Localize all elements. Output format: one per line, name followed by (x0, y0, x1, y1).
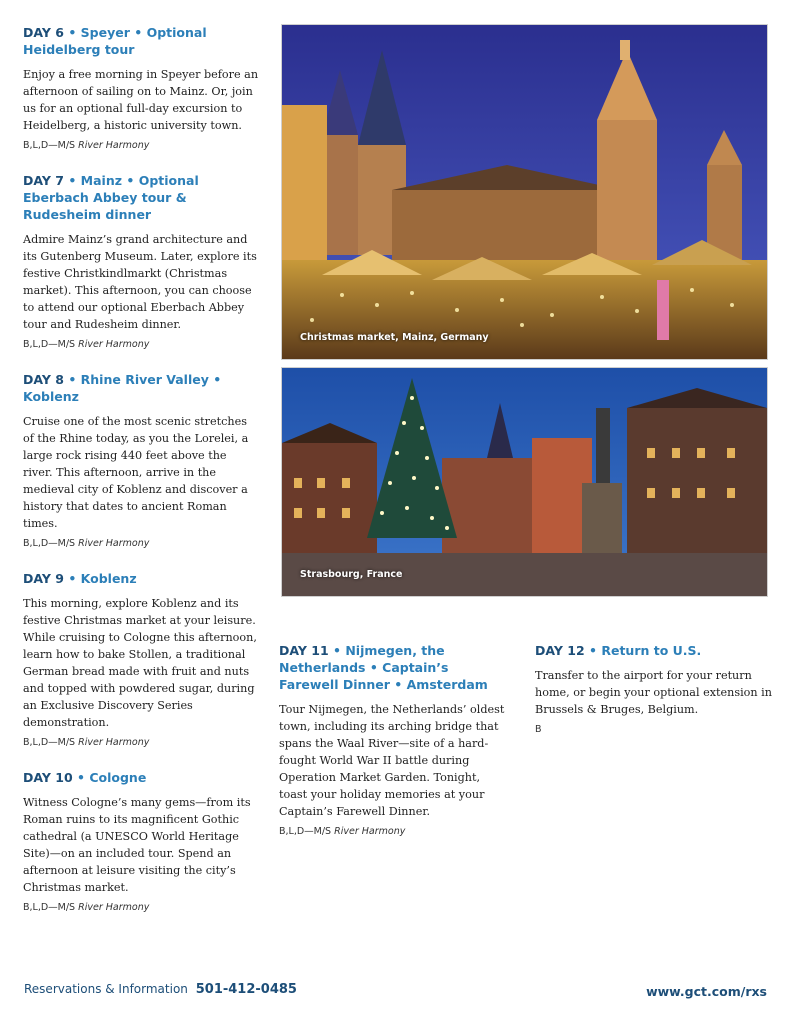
meals-code: B,L,D—M/S (279, 826, 335, 837)
day-description: Transfer to the airport for your return home, or begin your optional extension in Brussels & Bruges, Belgium. (535, 669, 772, 716)
day-12-section (535, 642, 775, 736)
ship-name: River Harmony (78, 339, 150, 350)
meals-code: B,L,D—M/S (23, 538, 79, 549)
ship-name: River Harmony (78, 538, 150, 549)
day-number: DAY 10 (23, 770, 73, 785)
day-heading (23, 769, 259, 786)
itinerary-left-column (23, 24, 259, 934)
day-description: Tour Nijmegen, the Netherlands’ oldest town, including its arching bridge that spans the Waal River—site of a hard-fought World War II battle during Operation Market Garden. Tonight, toast your holiday memories at your Captain’s Farewell Dinner. (279, 703, 505, 818)
photo-strasbourg (281, 367, 768, 597)
day-9-section (23, 570, 259, 749)
day-title: • Nijmegen, the Netherlands • Captain’s Farewell Dinner • Amsterdam (279, 643, 488, 692)
mainz-cathedral-illustration (282, 25, 767, 359)
meals-line (23, 338, 259, 351)
strasbourg-square-illustration (282, 368, 767, 596)
ship-name: River Harmony (334, 826, 406, 837)
day-heading (23, 570, 259, 587)
day-title: • Cologne (72, 770, 147, 785)
meals-code: B,L,D—M/S (23, 339, 79, 350)
meals-line (23, 736, 259, 749)
day-description: This morning, explore Koblenz and its festive Christmas market at your leisure. While cruising to Cologne this afternoon, learn how to bake Stollen, a traditional German bread made with fruit and nuts and topped with powdered sugar, during an Exclusive Discovery Series demonstration. (23, 597, 257, 729)
day-description: Cruise one of the most scenic stretches of the Rhine today, as you the Lorelei, a large rock rising 440 feet above the river. This afternoon, arrive in the medieval city of Koblenz and discover a history that dates to ancient Roman times. (23, 415, 249, 530)
day-title: • Speyer • Optional Heidelberg tour (23, 25, 207, 57)
day-11-section (279, 642, 509, 838)
day-6-section (23, 24, 259, 152)
reservations-info (24, 982, 297, 997)
day-number: DAY 8 (23, 372, 64, 387)
day-description: Enjoy a free morning in Speyer before an afternoon of sailing on to Mainz. Or, join us for an optional full-day excursion to Heidelberg, a historic university town. (23, 68, 259, 132)
day-description: Witness Cologne’s many gems—from its Roman ruins to its magnificent Gothic cathedral (a UNESCO World Heritage Site)—on an included tour. Spend an afternoon at leisure visiting the city’s Christmas market. (23, 796, 251, 894)
day-7-section (23, 172, 259, 351)
phone-number[interactable]: 501-412-0485 (195, 982, 297, 997)
photo-mainz-christmas-market (281, 24, 768, 360)
day-number: DAY 7 (23, 173, 64, 188)
meals-line (23, 139, 259, 152)
photo-caption: Christmas market, Mainz, Germany (300, 332, 489, 343)
day-description: Admire Mainz’s grand architecture and its Gutenberg Museum. Later, explore its festive Christkindlmarkt (Christmas market). This afternoon, you can choose to attend our optional Eberbach Abbey tour and Rudesheim dinner. (23, 233, 257, 331)
day-title: • Return to U.S. (584, 643, 702, 658)
day-title: • Mainz • Optional Eberbach Abbey tour & Rudesheim dinner (23, 173, 199, 222)
day-heading (535, 642, 775, 659)
meals-code: B,L,D—M/S (23, 737, 79, 748)
day-title: • Koblenz (63, 571, 137, 586)
day-number: DAY 6 (23, 25, 64, 40)
day-heading (279, 642, 509, 693)
ship-name: River Harmony (78, 902, 150, 913)
meals-code: B,L,D—M/S (23, 140, 79, 151)
photo-caption: Strasbourg, France (300, 569, 403, 580)
day-heading (23, 371, 259, 405)
day-heading (23, 24, 259, 58)
reservations-label: Reservations & Information (24, 982, 188, 996)
meals-line (23, 901, 259, 914)
day-8-section (23, 371, 259, 550)
day-number: DAY 12 (535, 643, 585, 658)
meals-line (23, 537, 259, 550)
website-link[interactable]: www.gct.com/rxs (646, 984, 767, 999)
day-title: • Rhine River Valley • Koblenz (23, 372, 222, 404)
meals-code: B,L,D—M/S (23, 902, 79, 913)
day-heading (23, 172, 259, 223)
day-10-section (23, 769, 259, 914)
meals-line (279, 825, 509, 838)
ship-name: River Harmony (78, 737, 150, 748)
ship-name: River Harmony (78, 140, 150, 151)
meals-line: B (535, 724, 542, 735)
day-number: DAY 11 (279, 643, 329, 658)
day-number: DAY 9 (23, 571, 64, 586)
